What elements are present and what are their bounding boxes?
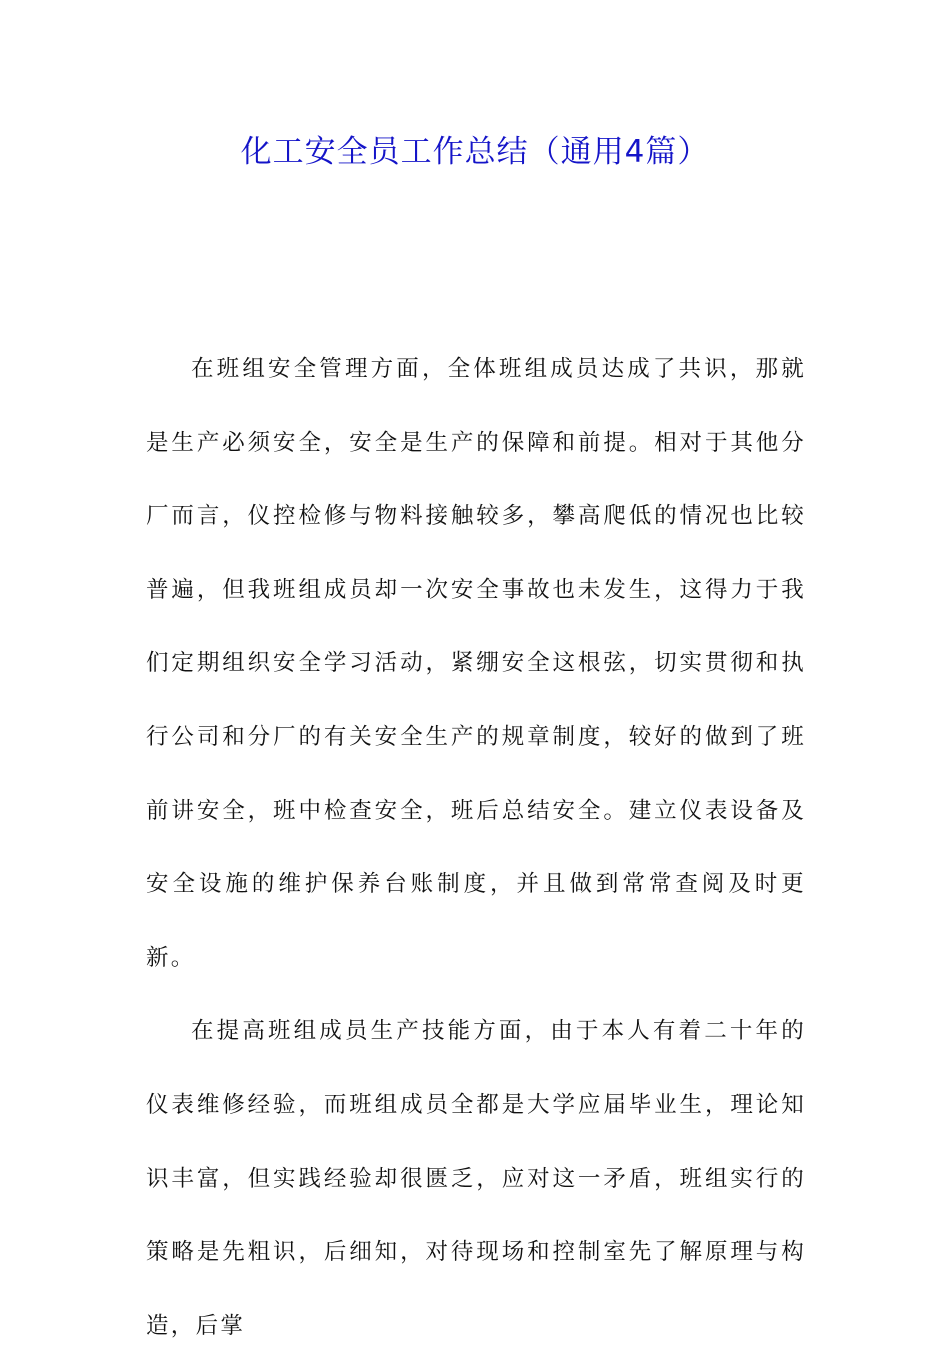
document-body xyxy=(146,333,806,1363)
document-title: 化工安全员工作总结（通用4篇） xyxy=(240,134,710,170)
paragraph-1: 在班组安全管理方面，全体班组成员达成了共识，那就是生产必须安全，安全是生产的保障和前提。相对于其他分厂而言，仪控检修与物料接触较多，攀高爬低的情况也比较普遍，但我班组成员却一次安全事故也未发生，这得力于我们定期组织安全学习活动，紧绷安全这根弦，切实贯彻和执行公司和分厂的有关安全生产的规章制度，较好的做到了班前讲安全，班中检查安全，班后总结安全。建立仪表设备及安全设施的维护保养台账制度，并且做到常常查阅及时更新。 xyxy=(146,356,806,971)
paragraph-2: 在提高班组成员生产技能方面，由于本人有着二十年的仪表维修经验，而班组成员全都是大学应届毕业生，理论知识丰富，但实践经验却很匮乏，应对这一矛盾，班组实行的策略是先粗识，后细知，对待现场和控制室先了解原理与构造，后掌 xyxy=(146,1018,806,1339)
